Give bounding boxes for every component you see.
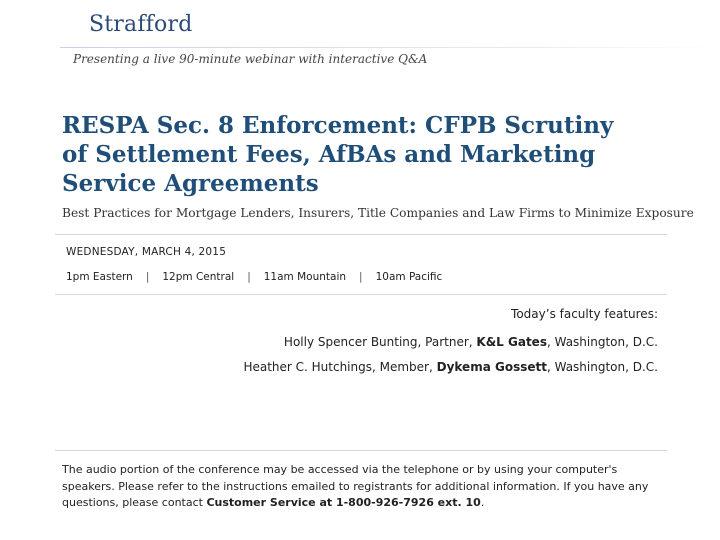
faculty-name-role: Holly Spencer Bunting, Partner, — [283, 335, 477, 349]
faculty-location: , Washington, D.C. — [546, 335, 658, 349]
audio-instructions — [62, 462, 662, 512]
title-line-1: RESPA Sec. 8 Enforcement: CFPB Scrutiny — [62, 112, 614, 139]
faculty-member-1 — [284, 335, 658, 349]
webinar-title — [62, 111, 662, 198]
webinar-subtitle: Best Practices for Mortgage Lenders, Insurers, Title Companies and Law Firms to Minimize Exposure — [62, 206, 694, 220]
webinar-date: WEDNESDAY, MARCH 4, 2015 — [66, 246, 227, 258]
divider-bottom — [55, 450, 667, 451]
faculty-firm: Dykema Gossett — [436, 360, 547, 374]
webinar-times — [66, 271, 442, 283]
time-mountain: 11am Mountain — [263, 271, 347, 283]
time-eastern: 1pm Eastern — [66, 271, 133, 283]
faculty-name-role: Heather C. Hutchings, Member, — [243, 360, 437, 374]
title-line-2: of Settlement Fees, AfBAs and Marketing — [62, 141, 596, 168]
time-pacific: 10am Pacific — [375, 271, 443, 283]
time-separator: | — [145, 271, 150, 283]
divider-middle — [55, 294, 667, 295]
footer-end: . — [480, 496, 485, 509]
footer-text: The audio portion of the conference may be accessed via the telephone or by using your computer's speakers. Please refer to the instructions emailed to registrants for additional information. If you have any questions, please contact — [62, 463, 649, 509]
time-separator: | — [247, 271, 251, 283]
time-separator: | — [359, 271, 363, 283]
tagline: Presenting a live 90-minute webinar with interactive Q&A — [73, 52, 428, 66]
faculty-member-2 — [243, 360, 658, 374]
faculty-location: , Washington, D.C. — [546, 360, 658, 374]
title-line-3: Service Agreements — [62, 170, 319, 197]
faculty-heading: Today’s faculty features: — [511, 307, 658, 321]
divider-top — [55, 234, 667, 235]
customer-service-contact: Customer Service at 1-800-926-7926 ext. 10 — [206, 496, 481, 509]
time-central: 12pm Central — [162, 271, 235, 283]
strafford-logo: Strafford — [89, 12, 193, 37]
header-divider — [60, 47, 720, 48]
faculty-firm: K&L Gates — [476, 335, 547, 349]
